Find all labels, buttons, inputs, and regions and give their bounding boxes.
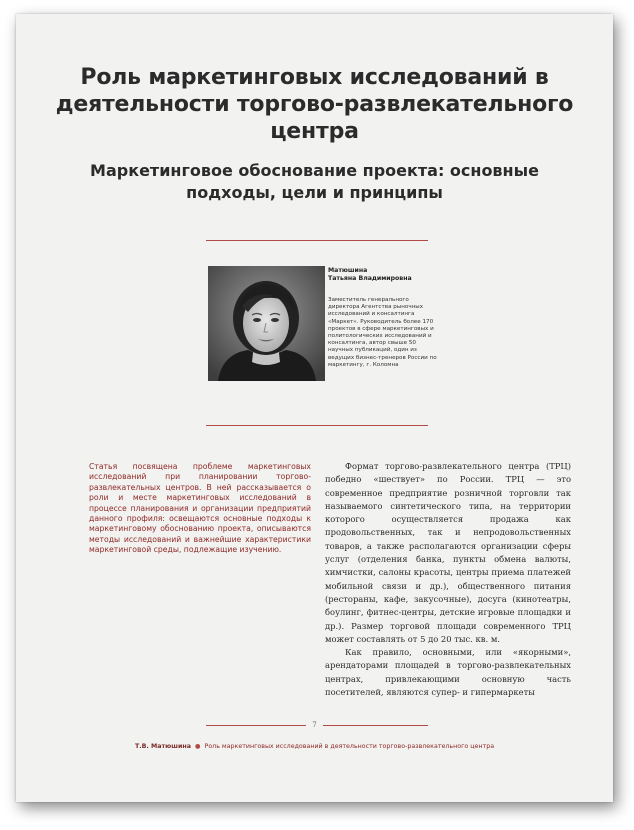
author-given-names: Татьяна Владимировна [328, 275, 412, 282]
running-footer [16, 743, 613, 750]
article-subtitle: Маркетинговое обоснование проекта: основные подходы, цели и принципы [90, 161, 539, 202]
page-number: 7 [312, 721, 317, 729]
author-photo [208, 266, 325, 381]
article-abstract: Статья посвящена проблеме маркетинговых исследований при планировании торгово-развлекательных центров. В ней рассказывается о роли и месте маркетинговых исследований в процессе планирования и организации предприятий данного профиля: освещаются основные подходы к маркетинговому обоснованию проекта, описываются методы исследований и важнейшие характеристики маркетинговой среды, подлежащие изучению. [89, 462, 311, 555]
body-paragraph: Формат торгово-развлекательного центра (ТРЦ) победно «шествует» по России. ТРЦ — это современное предприятие розничной торговли так называемого синтетического типа, на территории которого осуществляется продажа как продовольственных, так и непродовольственных товаров, а также располагаются организации сферы услуг (отделения банка, пункты обмена валюты, химчистки, салоны красоты, центры приема платежей мобильной связи и др.), общественного питания (рестораны, кафе, закусочные), досуга (кинотеатры, боулинг, фитнес-центры, детские игровые площадки и др.). Размер торговой площади современного ТРЦ может составлять от 5 до 20 тыс. кв. м. [325, 461, 571, 644]
author-surname: Матюшина [328, 267, 368, 274]
author-portrait-image [208, 266, 325, 381]
author-name [328, 267, 412, 283]
bottom-rule [206, 425, 428, 426]
footer-author: Т.В. Матюшина [134, 743, 191, 750]
footer-rule-right [323, 725, 428, 726]
magazine-page [16, 14, 613, 802]
footer-running-title: Роль маркетинговых исследований в деятельности торгово-развлекательного центра [204, 743, 495, 750]
article-body [325, 460, 571, 699]
body-paragraph: Как правило, основными, или «якорными», арендаторами площадей в торгово-развлекательных центрах, привлекающими основную часть посетителей, являются супер- и гипермаркеты [325, 647, 571, 698]
author-bio: Заместитель генерального директора Агентства рыночных исследований и консалтинга «Маркет». Руководитель более 170 проектов в сфере маркетинговых и политологических исследований и консалтинга, автор свыше 50 научных публикаций, один из ведущих бизнес-тренеров России по маркетингу, г. Коломна [328, 297, 437, 368]
top-rule [206, 240, 428, 241]
footer-separator: ● [195, 743, 201, 750]
article-title: Роль маркетинговых исследований в деятельности торгово-развлекательного центра [55, 65, 574, 144]
